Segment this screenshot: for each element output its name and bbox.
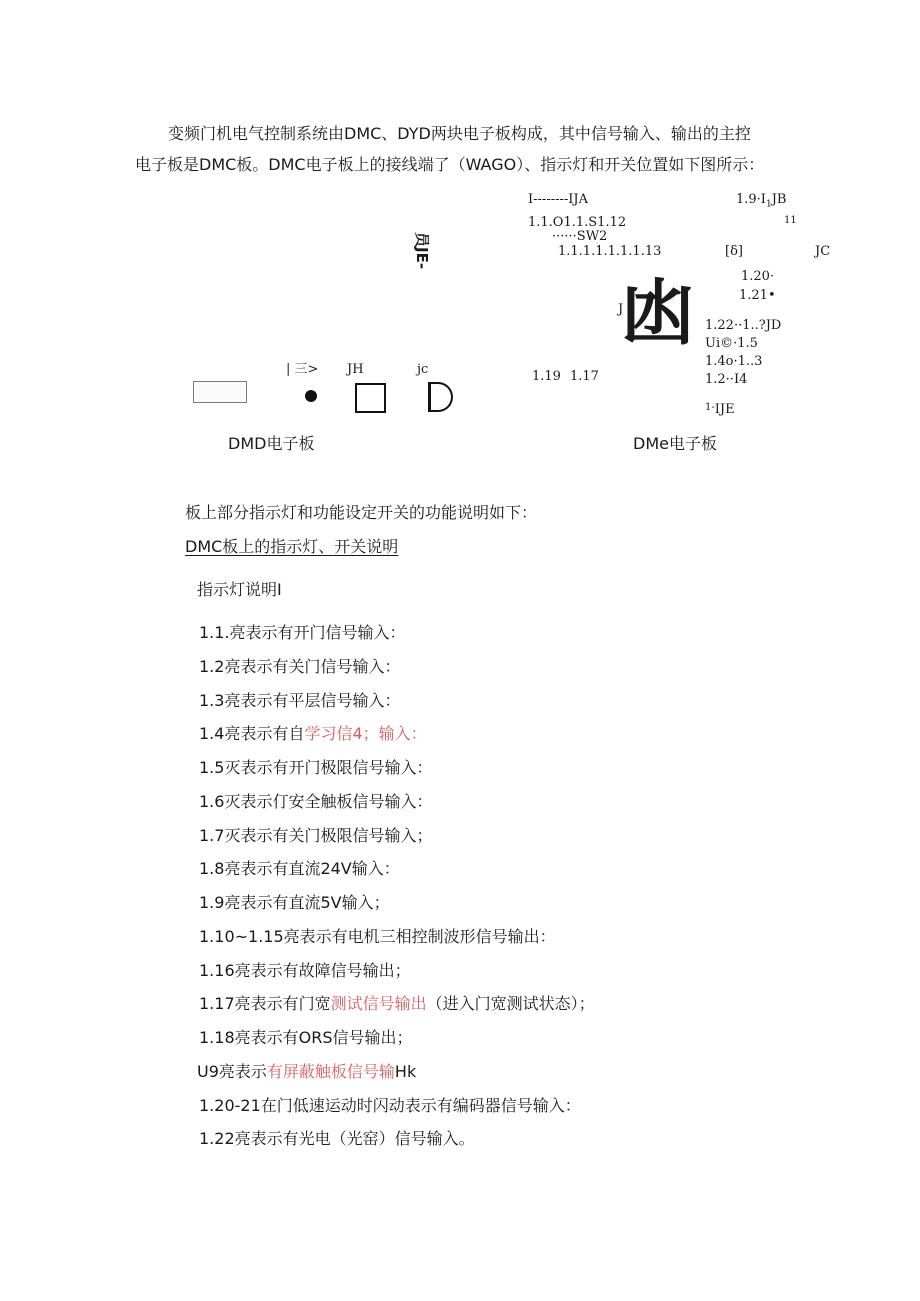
intro-line-1: 变频门机电气控制系统由DMC、DYD两块电子板构成，其中信号输入、输出的主控 <box>168 124 751 143</box>
item-text: 1.5灭表示有开门极限信号输入： <box>199 758 433 777</box>
label-jh: JH <box>347 362 364 377</box>
indicator-item <box>199 1028 413 1048</box>
item-text: 1.3亮表示有平层信号输入： <box>199 691 401 710</box>
led-l12: 1.2··I4 <box>705 372 748 387</box>
item-text: 1.9亮表示有直流5V输入； <box>199 893 390 912</box>
item-text: U9亮表示 <box>197 1062 267 1081</box>
label-jc: jc <box>417 362 429 377</box>
connector-rect <box>193 381 247 403</box>
led-row-2: 1.1.1.1.1.1.1.13 <box>558 244 662 259</box>
indicator-item <box>199 724 427 744</box>
switch-sw2: ······SW2 <box>552 229 608 244</box>
section-title: DMC板上的指示灯、开关说明 <box>185 537 399 556</box>
terminal-d-jc <box>428 382 453 412</box>
indicator-item <box>199 859 400 879</box>
indicator-dot <box>305 390 317 402</box>
item-text: 1.1.亮表示有开门信号输入： <box>199 623 406 642</box>
label-je: $^{1-}$IJE <box>705 402 735 417</box>
item-text: 1.22亮表示有光电（光窑）信号输入。 <box>199 1129 475 1148</box>
led-l119: 1.19 <box>532 369 561 384</box>
led-row-1: 1.1.O1.1.S1.12 <box>528 215 627 230</box>
connector-glyph: 凼 <box>622 271 695 355</box>
item-text: （进入门宽测试状态）； <box>426 994 595 1013</box>
indicator-item <box>199 893 390 913</box>
indicator-item <box>199 994 595 1014</box>
label-l19jb: $1.9\cdot I_1JB$ <box>736 192 787 210</box>
item-text: 1.10~1.15亮表示有电机三相控制波形信号输出： <box>199 927 556 946</box>
indicator-item <box>197 1062 416 1082</box>
led-ui: Ui©·1.5 <box>705 336 758 351</box>
led-l20: 1.20· <box>741 269 775 284</box>
indicator-item <box>199 826 432 846</box>
led-l22: 1.22··1..?JD <box>705 318 782 333</box>
terminal-box-jh <box>355 383 386 413</box>
label-i3: | 三> <box>286 362 319 377</box>
item-text: 1.16亮表示有故障信号输出； <box>199 961 411 980</box>
functions-intro: 板上部分指示灯和功能设定开关的功能说明如下： <box>185 503 538 522</box>
led-l117: 1.17 <box>570 369 599 384</box>
caption-right: DMe电子板 <box>633 434 717 453</box>
item-text: 1.20-21在门低速运动时闪动表示有编码器信号输入： <box>199 1096 581 1115</box>
item-text: 1.7灭表示有关门极限信号输入； <box>199 826 433 845</box>
label-jc-right: JC <box>815 244 831 259</box>
item-text: Hk <box>394 1062 417 1081</box>
indicator-item <box>199 1096 581 1116</box>
indicator-item <box>199 927 556 947</box>
item-text: 1.4亮表示有自 <box>199 724 305 743</box>
label-delta: [δ] <box>725 244 743 259</box>
subsection-title: 指示灯说明I <box>197 580 282 599</box>
label-ija: I--------IJA <box>528 192 589 207</box>
item-text: 1.18亮表示有ORS信号输出； <box>199 1028 413 1047</box>
highlighted-text: 学习信4；输入： <box>304 724 427 743</box>
item-text: 1.6灭表示仃安全触板信号输入： <box>199 792 433 811</box>
indicator-item <box>199 792 432 812</box>
item-text: 1.8亮表示有直流24V输入： <box>199 859 400 878</box>
indicator-item <box>199 691 400 711</box>
label-j: J <box>618 302 624 317</box>
intro-line-2: 电子板是DMC板。DMC电子板上的接线端了（WAGO）、指示灯和开关位置如下图所示： <box>135 155 765 174</box>
indicator-item <box>199 961 411 981</box>
indicator-item <box>199 623 406 643</box>
indicator-item <box>199 758 432 778</box>
indicator-item <box>199 1129 475 1149</box>
rotated-label: 员JE- <box>413 232 431 270</box>
led-l14: 1.4o·1..3 <box>705 354 763 369</box>
caption-left: DMD电子板 <box>228 434 315 453</box>
label-eleven: 11 <box>784 215 797 226</box>
highlighted-text: 有屏蔽触板信号输 <box>266 1062 395 1081</box>
item-text: 1.17亮表示有门宽 <box>199 994 331 1013</box>
led-l21: 1.21• <box>739 288 776 303</box>
indicator-item <box>199 657 400 677</box>
item-text: 1.2亮表示有关门信号输入： <box>199 657 401 676</box>
highlighted-text: 测试信号输出 <box>330 994 427 1013</box>
